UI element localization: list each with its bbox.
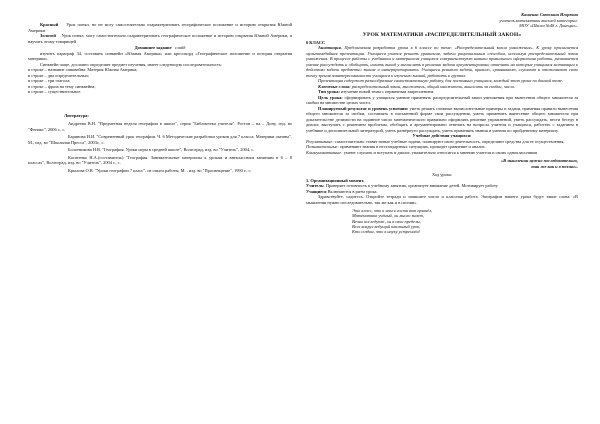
reference-item: Баринова И.И. "Современный урок географии. Ч. 6 Методические разработки уроков для 7 класса. Материки океаны", М., изд. во "Школьная Пресса", 2003г., с. [28,134,292,145]
epigraph-line: так же как и в поэзии». [531,163,578,169]
uud-text: применяют знания в нестандартных ситуациях, проводят сравнение и анализ. [340,144,486,149]
syncwine-intro: Синквейн чаще, дословно определяет предмет изучения, имеет следующую последовательность: [40,61,222,67]
top-margin [306,0,578,12]
syncwine-rule: в строке – фраза на тему синквейна; [28,83,96,89]
task-gold-text: Урок понял, могу самостоятельно охарактеризовать географическое положение и историю открытия Южной Америки, и научить этому товарищей [28,33,292,44]
results-text: уметь решать сложные вычислительные примеры и задачи, применяя правило вынесения общего множителя за скобки, составлять в письменной форме свои рассуждения, уметь применить вынесение общего множителя при доказательстве делимости на заданное число математического правильно оформлять решение упражнений, уметь рассуждать, вести беседу в диалог, выступать с решением проблемы, обобщать и аргументировано отвечать на вопросы учителя и учащихся, работать с заданием в учебнике и дополнительной литературой, уметь развёрнуто рассуждать, уметь применять знания и умения по пройденному материалу. [306,105,578,133]
goal-label: Цель урока: [318,94,343,100]
grade-label: 6 КЛАСС [306,39,326,45]
poem-line: Всех вокруг ведущий школьный урок, [352,223,421,229]
author-school: МОУ «Школа №48 г. Донецка». [519,23,578,28]
planned-results [306,106,578,134]
homework-text: изучить параграф 34, составить синквейн «Южная Америка» или кроссворд «Географическое положение и история открытия материка». [28,50,292,61]
uud-text: умеют слушать и вступать в диалог, уважительно относятся к мнению учителя и своих одноклассников [343,149,538,155]
uud-item [306,150,578,156]
uud-label: Коммуникативные: [306,149,343,155]
homework-title: Домашнее задание [134,45,172,50]
annotation [306,45,578,78]
uud-label: Познавательные: [306,144,339,149]
students-text: Включаются в ритм урока. [327,188,378,194]
uud-title: Учебные действия учащихся: [412,133,472,138]
reference-item: Касатенко Н.А.(составитель) "География. Занимательные материалы к урокам и внеклассным занятиям в 6 – 8 классах", Волгоград, изд. во "Учитель", 2004 г., с. [28,154,292,165]
reference-item: Андреева В.Н. "Предметная неделя географии в школе", серия "Библиотека учителя". Ростов – на – Дону, изд. во "Феникс", 2006 г., с. [28,121,292,132]
author-role: учитель математики высшей категории: [499,17,578,23]
results-label: Планируемый результат и уровень усвоения: [318,105,409,111]
task-red-text: Урок понял, но не могу самостоятельно охарактеризовать географическое положение и историю открытия Южной Америки [28,22,292,33]
keywords-text: распределительный закон, множитель, общий множитель, выносить за скобки, число. [351,83,516,89]
reference-item: Крылова О.В. "Уроки географии 7 класс", из опыта работы, М. , изд. во "Просвещение", 1990 г., с. [68,167,252,173]
epigraph-line: «В мышлении нужно последовательно, [500,158,578,163]
syncwine-rule: в строке – название синквейна: Материк Южная Америка; [28,67,138,72]
literature-title: Литература: [64,112,89,118]
teacher-text: Проверяет готовность к учебному занятию, организует внимание детей. Мотивирует работу [325,183,498,188]
annotation-text: Предлагаемая разработка урока в 6 классе по теме: «Распределительный закон умножения». К уроку прилагается мультимедийная презентация. Учащиеся учатся решать уравнения, задачи рациональным способом, используя распределительный закон умножения. В процессе работы с учебником и материалом учащиеся совершенствуют навыки правильного оформления работы, развивается умение рассуждать и обобщать, искать выход у вычислять в решении задачи аргументировано отвечать на которые учащимся мотивации к действию задачи предметно знание и интерпретировать. Учащиеся решают задачи, правило, сравнивают, слушают и отстаивают свою точку зрения заинтересованности учащихся к изучению знаний, работать в группах. [306,45,578,78]
goal-text: сформировать у учащихся умение применять распределительный закон умножения при вынесении общего множителя за скобки на множестве целых чисел. [306,94,578,105]
task-red [28,22,292,33]
top-margin [28,0,292,22]
annotation-text-2: Презентация содержит разнообразные самостоятельную работу, для постоянно учащихся, каждый этап урока по данной теме. [318,78,564,83]
task-gold [28,33,292,44]
task-red-label: Красный [40,22,59,27]
course-title: Ход урока: [431,172,453,177]
lesson-type-text: изучение новой темы с первичным закреплением. [341,89,435,94]
poem-line: Кто создан, что в науку устремлён! [352,229,421,235]
keywords-label: Ключевые слова: [318,83,351,89]
homework-slide: слайд [174,45,186,50]
syncwine-rule: в строке – существительное. [28,89,82,94]
teacher-label: Учитель: [306,183,325,188]
annotation-label: Аннотация. [318,45,342,50]
syncwine-rule: в строке – два определительных; [28,72,90,78]
greeting-text: Здравствуйте, садитесь. Откройте тетради и запишите число и классная работа. Эпиграфом нашего урока будут такие слова: «В мышлении нужно последовательно, так же как и в поэзии». [306,194,578,205]
left-column [28,0,292,424]
poem-line: Математика учёный, он много знает, [352,213,424,219]
lesson-goal [306,95,578,106]
students-label: Учащиеся [306,188,327,194]
poem-line: Это класс, что к нам в гости вот пришёл, [352,208,433,213]
lesson-title: УРОК МАТЕМАТИКИ «РАСПРЕДЕЛИТЕЛЬНЫЙ ЗАКОН» [362,31,522,38]
author-name: Кашенко Светлана Игоревна [521,12,578,17]
stage-title: 1. Организационный момент. [306,177,365,183]
task-gold-label: Золотой [40,33,56,38]
uud-text: самостоятельно ставят новые учебные задачи, планируют свою деятельность, определяют средства для ее осуществления. [334,138,565,144]
right-column [306,0,578,424]
poem-line: Вечно исследуют, он в свои пределы, [352,218,421,224]
uud-label: Регулятивные: [306,138,334,144]
syncwine-rule: в строке – три глагола; [28,78,71,83]
reference-item: Болотникова Н.В. "География. Уроки игры в средней школе", Волгоград, изд. во "Учитель", 2004, с. [68,147,255,152]
lesson-type-label: Тип урока: [318,89,340,94]
